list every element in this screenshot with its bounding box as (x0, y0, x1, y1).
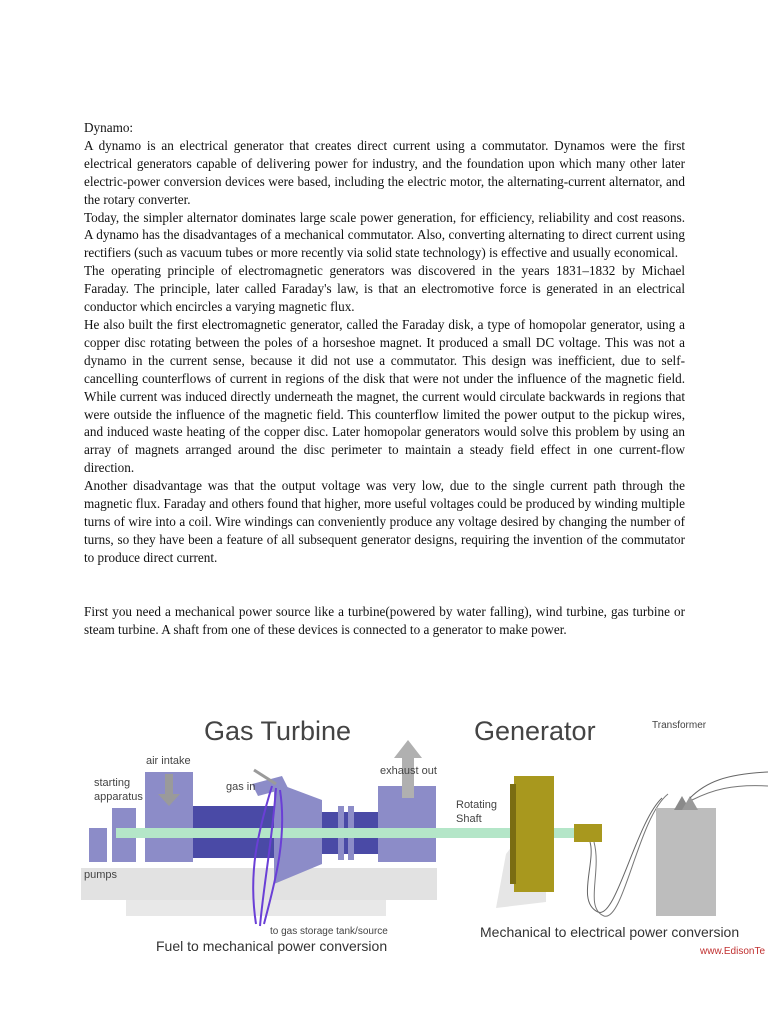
paragraph-6: First you need a mechanical power source like a turbine(powered by water falling), wind turbine, gas turbine or steam turbine. A shaft from one of these devices is connected to a generator to make power. (84, 603, 685, 637)
starting-apparatus-label-1: starting (94, 777, 131, 789)
document-heading: Dynamo: (84, 120, 134, 135)
starting-apparatus-label-2: apparatus (94, 791, 143, 803)
gas-turbine-title: Gas Turbine (204, 716, 352, 746)
gas-storage-label: to gas storage tank/source (270, 926, 388, 937)
edison-watermark: www.EdisonTe (700, 946, 766, 957)
power-generation-diagram (76, 702, 768, 964)
document-body (84, 119, 685, 638)
mechanical-conversion-caption: Mechanical to electrical power conversion (480, 924, 740, 940)
diagram-canvas (76, 702, 768, 964)
generator-title: Generator (474, 716, 596, 746)
gas-in-label: gas in (226, 781, 256, 793)
air-intake-label: air intake (146, 755, 191, 767)
paragraph-5: Another disadvantage was that the output voltage was very low, due to the single current path through the magnetic flux. Faraday and others found that higher, more useful voltages could be produced by winding multiple turns of wire into a coil. Wire windings can conveniently produce any voltage desired by changing the number of turns, so they have been a feature of all subsequent generator designs, requiring the invention of the commutator to produce direct current. (84, 478, 685, 565)
paragraph-3: The operating principle of electromagnetic generators was discovered in the years 1831–1832 by Michael Faraday. The principle, later called Faraday's law, is that an electromotive force is generated in an electrical conductor which encircles a varying magnetic flux. (84, 263, 685, 315)
paragraph-gap (84, 567, 685, 603)
pumps-label: pumps (84, 869, 118, 881)
turbine-base (81, 868, 437, 900)
paragraph-4: He also built the first electromagnetic generator, called the Faraday disk, a type of homopolar generator, using a copper disc rotating between the poles of a horseshoe magnet. It produced a small DC voltage. This was not a dynamo in the current sense, because it did not use a commutator. This design was inefficient, due to self-cancelling counterflows of current in regions of the disk that were not under the influence of the magnetic field. While current was induced directly underneath the magnet, the current would circulate backwards in regions that were outside the influence of the magnetic field. This counterflow limited the power output to the pickup wires, and induced waste heating of the copper disc. Later homopolar generators would solve this problem by using an array of magnets arranged around the disc perimeter to maintain a steady field effect in one current-flow direction. (84, 316, 685, 476)
transformer-body (656, 808, 716, 916)
exhaust-out-label: exhaust out (380, 765, 437, 777)
turbine-base-foot (126, 900, 386, 916)
fuel-conversion-caption: Fuel to mechanical power conversion (156, 938, 388, 954)
paragraph-2: Today, the simpler alternator dominates large scale power generation, for efficiency, reliability and cost reasons. A dynamo has the disadvantages of a mechanical commutator. Also, converting alternating to direct current using rectifiers (such as vacuum tubes or more recently via solid state technology) is effective and usually economical. (84, 209, 685, 261)
generator-face (510, 784, 516, 884)
output-wire-1 (587, 798, 662, 912)
pump-unit-left (89, 828, 107, 862)
shaft-label: Shaft (456, 813, 482, 825)
paragraph-1: A dynamo is an electrical generator that creates direct current using a commutator. Dynamos were the first electrical generators capable of delivering power for industry, and the foundation upon which many other later electric-power conversion devices were based, including the electric motor, the alternating-current alternator, and the rotary converter. (84, 137, 685, 207)
transformer-label: Transformer (652, 720, 707, 731)
rotating-label: Rotating (456, 799, 497, 811)
transmission-wire-1 (690, 772, 768, 798)
generator-hub (574, 824, 602, 842)
generator-body (514, 776, 554, 892)
